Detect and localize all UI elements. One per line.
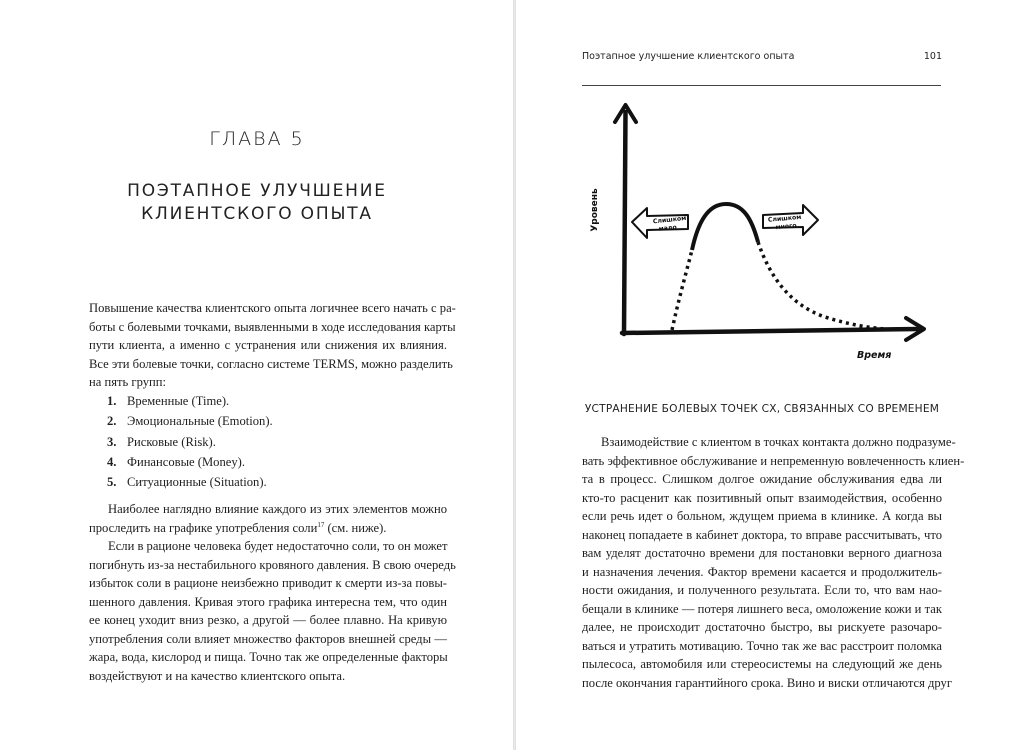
list-item bbox=[107, 411, 407, 431]
footnote-ref[interactable]: 17 bbox=[317, 520, 325, 529]
y-axis-line bbox=[624, 112, 626, 334]
text-line: шенного давления. Кривая этого графика интересна тем, что один bbox=[89, 594, 447, 609]
list-item bbox=[107, 432, 407, 452]
text-line: Наиболее наглядно влияние каждого из этих элементов можно bbox=[108, 502, 447, 516]
text-line: Все эти болевые точки, согласно системе TERMS, можно разделить bbox=[89, 356, 453, 371]
section-heading: УСТРАНЕНИЕ БОЛЕВЫХ ТОЧЕК CX, СВЯЗАННЫХ СО ВРЕМЕНЕМ bbox=[584, 403, 940, 415]
list-item-label: Временные (Time). bbox=[127, 394, 230, 408]
text-line: вам уделят достаточно времени для постановки верного диагноза bbox=[582, 546, 942, 560]
text-line: если речь идет о больном, ждущем приема в клинике. А когда вы bbox=[582, 509, 942, 523]
text-line: далее, не происходит достаточно быстро, вы рискуете разочаро- bbox=[582, 620, 942, 634]
text-line: Повышение качества клиентского опыта логичнее всего начать с ра- bbox=[89, 301, 456, 315]
text-line: наконец попадаете в кабинет доктора, то вправе рассчитывать, что bbox=[582, 527, 942, 542]
text-line: кто-то расценит как позитивный опыт взаимодействия, особенно bbox=[582, 490, 942, 505]
list-item bbox=[107, 452, 407, 472]
chapter-title-line: ПОЭТАПНОЕ УЛУЧШЕНИЕ bbox=[127, 181, 387, 201]
list-item-number: 4. bbox=[107, 454, 117, 469]
text-line: употребления соли влияет множество факторов внешней среды — bbox=[89, 631, 447, 646]
text-line: пылесоса, автомобиля или стереосистемы на следующий же день bbox=[582, 657, 942, 671]
text-line: избыток соли в рационе неизбежно приводит к смерти из-за повы- bbox=[89, 576, 447, 590]
x-axis-label: Время bbox=[857, 350, 892, 361]
label-line: мало bbox=[658, 223, 678, 233]
list-item-number: 2. bbox=[107, 414, 117, 429]
pain-point-list bbox=[107, 391, 407, 492]
list-item-label: Эмоциональные (Emotion). bbox=[127, 414, 273, 429]
list-item-number: 3. bbox=[107, 434, 117, 449]
label-line: Слишком bbox=[767, 213, 802, 224]
text-line: на пять групп: bbox=[89, 375, 166, 389]
text-fragment: проследить на графике употребления соли bbox=[89, 520, 318, 535]
text-line: Если в рационе человека будет недостаточно соли, то он может bbox=[108, 539, 448, 553]
list-item-label: Рисковые (Risk). bbox=[127, 434, 216, 449]
list-item bbox=[107, 391, 407, 411]
salt-curve-illustration bbox=[580, 92, 940, 382]
list-item-number: 5. bbox=[107, 475, 117, 490]
text-line: Взаимодействие с клиентом в точках контакта должно подразуме- bbox=[601, 435, 956, 449]
intro-paragraph bbox=[89, 299, 456, 392]
chapter-number: ГЛАВА 5 bbox=[209, 128, 305, 150]
curve-peak-solid bbox=[692, 204, 758, 250]
text-line: бещали в клинике — потеря лишнего веса, омоложение кожи и так bbox=[582, 601, 942, 616]
curve-rise-dotted bbox=[672, 250, 692, 330]
text-line: вать эффективное обслуживание и непременную вовлеченность клиен- bbox=[582, 453, 965, 468]
text-line: та в процесс. Слишком долгое ожидание обслуживания едва ли bbox=[582, 472, 942, 486]
x-axis-line bbox=[622, 329, 918, 333]
running-head: Поэтапное улучшение клиентского опыта bbox=[582, 51, 795, 62]
text-line: ности ожидания, и полученного результата. Если то, что вам нао- bbox=[582, 583, 942, 597]
time-paragraph bbox=[582, 433, 965, 692]
page-number: 101 bbox=[923, 51, 942, 62]
salt-paragraph bbox=[89, 500, 456, 685]
text-line: и назначения лечения. Фактор времени касается и продолжитель- bbox=[582, 564, 942, 579]
list-item-number: 1. bbox=[107, 394, 117, 408]
text-line: погибнуть из-за нестабильного кровяного давления. В свою очередь bbox=[89, 557, 456, 572]
list-item bbox=[107, 472, 407, 492]
chapter-title-line: КЛИЕНТСКОГО ОПЫТА bbox=[141, 204, 373, 224]
text-line: пути клиента, а именно с устранения или снижения их влияния. bbox=[89, 338, 447, 352]
label-line: Слишком bbox=[652, 214, 687, 226]
text-fragment: (см. ниже). bbox=[324, 520, 387, 535]
text-line: ваться и утратить мотивацию. Точно так же вас расстроит поломка bbox=[582, 638, 942, 653]
chapter-title bbox=[0, 180, 514, 226]
y-axis-label: Уровень bbox=[590, 188, 600, 232]
list-item-label: Финансовые (Money). bbox=[127, 454, 246, 469]
text-line: боты с болевыми точками, выявленными в ходе исследования карты bbox=[89, 319, 456, 334]
text-line: ее конец уходит вниз резко, а другой — более плавно. На кривую bbox=[89, 613, 447, 627]
text-line bbox=[89, 519, 447, 538]
list-item-label: Ситуационные (Situation). bbox=[127, 475, 267, 490]
header-rule bbox=[582, 85, 941, 86]
curve-decay-dotted bbox=[758, 242, 885, 329]
text-line: после окончания гарантийного срока. Вино и виски отличаются друг bbox=[582, 675, 953, 690]
text-line: жара, вода, кислород и пища. Точно так же определенные факторы bbox=[89, 650, 448, 664]
text-line: воздействуют и на качество клиентского опыта. bbox=[89, 668, 346, 683]
label-line: много bbox=[775, 222, 797, 232]
